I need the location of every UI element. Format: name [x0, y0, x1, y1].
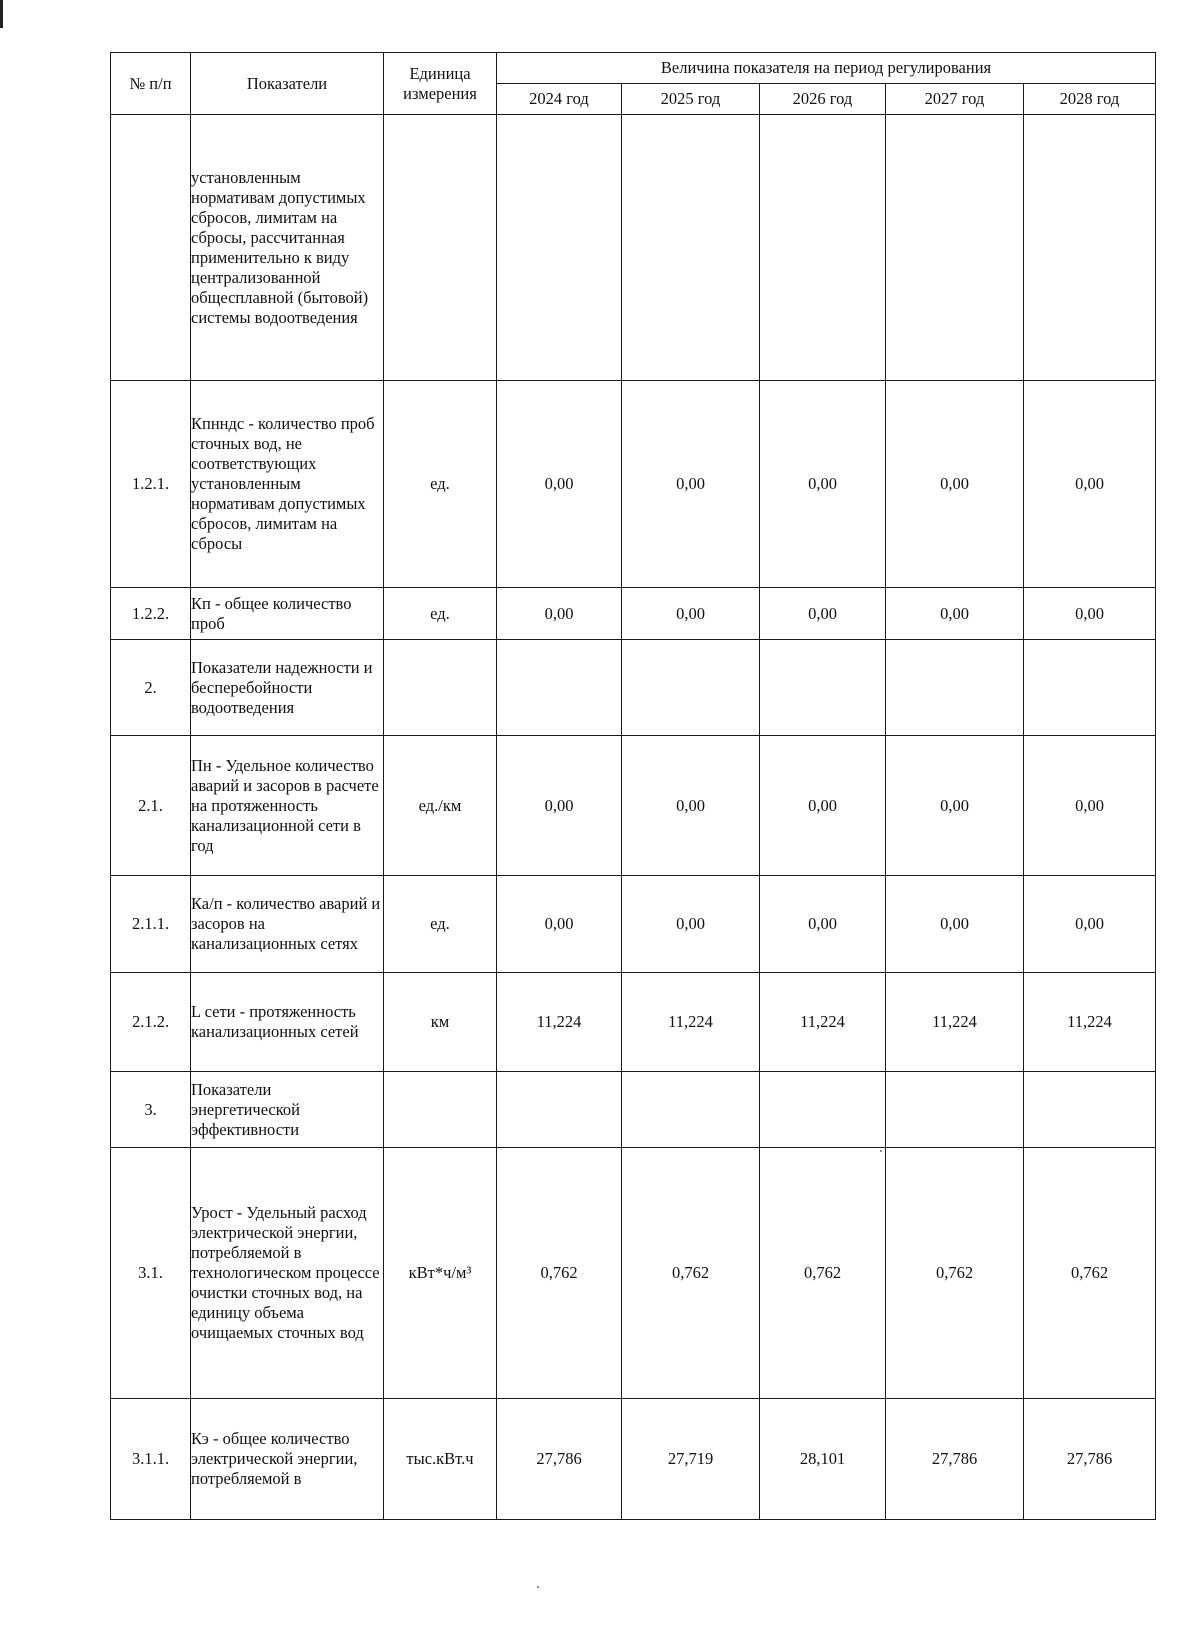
row-value: 0,00: [622, 736, 760, 876]
table-row: [111, 115, 1156, 381]
row-value: [886, 115, 1024, 381]
row-indicator: Показатели энергетической эффективности: [191, 1072, 384, 1148]
row-unit: [384, 115, 497, 381]
row-num: 3.1.1.: [111, 1399, 191, 1520]
row-value: 27,786: [886, 1399, 1024, 1520]
row-indicator: Пн - Удельное количество аварий и засоров в расчете на протяженность канализационной сети в год: [191, 736, 384, 876]
table-row: [111, 876, 1156, 973]
scan-edge-mark: [0, 0, 3, 28]
row-num: 3.1.: [111, 1148, 191, 1399]
header-period: Величина показателя на период регулирования: [497, 53, 1156, 84]
row-num: 1.2.2.: [111, 588, 191, 640]
table-header: [111, 53, 1156, 115]
header-year: 2028 год: [1024, 84, 1156, 115]
row-indicator: Кпнндс - количество проб сточных вод, не соответствующих установленным нормативам допустимых сбросов, лимитам на сбросы: [191, 381, 384, 588]
row-value: [1024, 640, 1156, 736]
row-value: [760, 640, 886, 736]
row-value: [1024, 1072, 1156, 1148]
header-year: 2024 год: [497, 84, 622, 115]
row-value: 0,00: [1024, 876, 1156, 973]
row-value: 11,224: [622, 973, 760, 1072]
scan-speck: [537, 1586, 539, 1588]
table-row: [111, 1148, 1156, 1399]
row-value: [622, 115, 760, 381]
row-value: 11,224: [497, 973, 622, 1072]
row-value: [1024, 115, 1156, 381]
row-value: 0,00: [622, 588, 760, 640]
row-value: 0,762: [886, 1148, 1024, 1399]
row-value: 0,00: [622, 381, 760, 588]
row-unit: км: [384, 973, 497, 1072]
row-value: 0,00: [760, 736, 886, 876]
row-unit: ед.: [384, 588, 497, 640]
row-value: 0,762: [622, 1148, 760, 1399]
table-row: [111, 736, 1156, 876]
row-num: [111, 115, 191, 381]
row-value: [622, 1072, 760, 1148]
row-unit: ед./км: [384, 736, 497, 876]
row-value: 0,00: [497, 736, 622, 876]
row-value: 0,00: [760, 588, 886, 640]
row-value: 0,00: [1024, 381, 1156, 588]
row-indicator: Кэ - общее количество электрической энергии, потребляемой в: [191, 1399, 384, 1520]
row-num: 1.2.1.: [111, 381, 191, 588]
row-value: 0,00: [1024, 588, 1156, 640]
row-value: [760, 115, 886, 381]
row-value: 0,00: [886, 876, 1024, 973]
row-value: 0,00: [886, 736, 1024, 876]
row-value: 0,00: [886, 381, 1024, 588]
header-unit: Единица измерения: [384, 53, 497, 115]
row-indicator: Ка/п - количество аварий и засоров на канализационных сетях: [191, 876, 384, 973]
row-value: 0,00: [622, 876, 760, 973]
header-year: 2025 год: [622, 84, 760, 115]
row-value: 0,762: [497, 1148, 622, 1399]
row-value: 0,00: [886, 588, 1024, 640]
row-unit: ед.: [384, 876, 497, 973]
row-value: 0,00: [1024, 736, 1156, 876]
document-sheet: [110, 52, 1156, 1520]
row-value: 28,101: [760, 1399, 886, 1520]
row-value: 27,719: [622, 1399, 760, 1520]
row-value: 0,00: [497, 381, 622, 588]
table-row: [111, 973, 1156, 1072]
table-row: [111, 588, 1156, 640]
row-value: 27,786: [1024, 1399, 1156, 1520]
row-indicator: Показатели надежности и бесперебойности водоотведения: [191, 640, 384, 736]
row-value: 11,224: [760, 973, 886, 1072]
row-unit: кВт*ч/м³: [384, 1148, 497, 1399]
header-year: 2027 год: [886, 84, 1024, 115]
row-value: [497, 1072, 622, 1148]
table-row: [111, 381, 1156, 588]
row-num: 2.1.2.: [111, 973, 191, 1072]
row-value: 0,762: [1024, 1148, 1156, 1399]
row-num: 2.1.1.: [111, 876, 191, 973]
indicators-table: [110, 52, 1156, 1520]
row-indicator: L сети - протяженность канализационных сетей: [191, 973, 384, 1072]
row-indicator: установленным нормативам допустимых сбросов, лимитам на сбросы, рассчитанная применительно к виду централизованной общесплавной (бытовой) системы водоотведения: [191, 115, 384, 381]
row-value: [886, 640, 1024, 736]
table-row: [111, 1399, 1156, 1520]
row-num: 3.: [111, 1072, 191, 1148]
row-value: 0,00: [760, 876, 886, 973]
row-value: [760, 1072, 886, 1148]
row-unit: [384, 640, 497, 736]
row-value: 0,00: [497, 876, 622, 973]
row-value: [497, 115, 622, 381]
table-row: [111, 640, 1156, 736]
row-unit: ед.: [384, 381, 497, 588]
row-value: [622, 640, 760, 736]
row-value: 11,224: [886, 973, 1024, 1072]
row-value: 27,786: [497, 1399, 622, 1520]
row-value: 0,00: [497, 588, 622, 640]
row-value: 0,762: [760, 1148, 886, 1399]
row-value: 0,00: [760, 381, 886, 588]
header-indicator: Показатели: [191, 53, 384, 115]
table-body: [111, 115, 1156, 1520]
row-value: [497, 640, 622, 736]
row-unit: [384, 1072, 497, 1148]
header-year: 2026 год: [760, 84, 886, 115]
header-num: № п/п: [111, 53, 191, 115]
row-indicator: Кп - общее количество проб: [191, 588, 384, 640]
scan-speck: [880, 1150, 882, 1152]
row-indicator: Урост - Удельный расход электрической энергии, потребляемой в технологическом процессе очистки сточных вод, на единицу объема очищаемых сточных вод: [191, 1148, 384, 1399]
row-value: 11,224: [1024, 973, 1156, 1072]
row-num: 2.: [111, 640, 191, 736]
row-num: 2.1.: [111, 736, 191, 876]
table-row: [111, 1072, 1156, 1148]
row-unit: тыс.кВт.ч: [384, 1399, 497, 1520]
row-value: [886, 1072, 1024, 1148]
